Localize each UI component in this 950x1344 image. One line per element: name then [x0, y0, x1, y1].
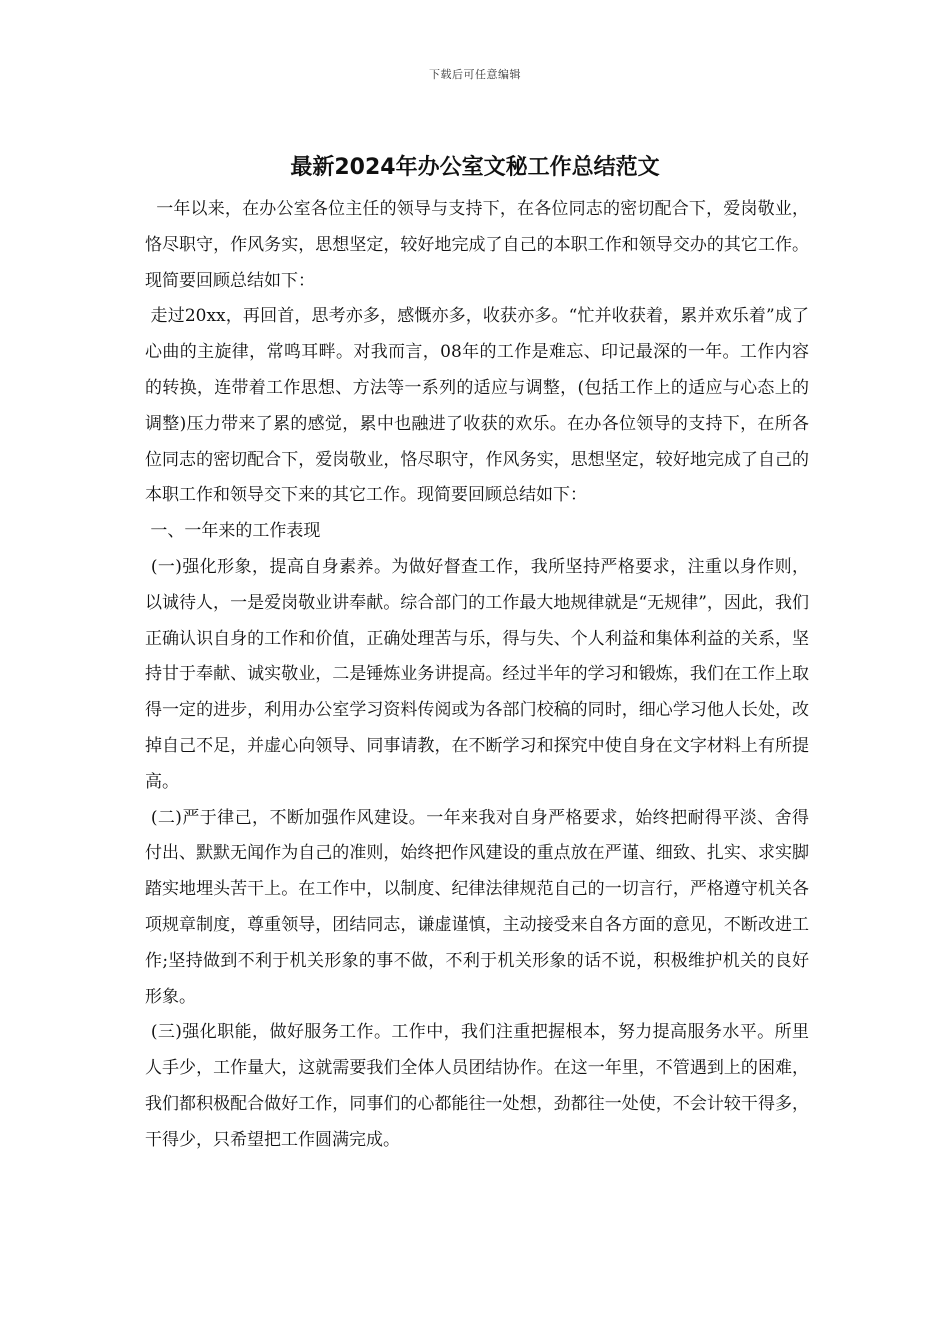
document-body [145, 192, 809, 1159]
document-title: 最新2024年办公室文秘工作总结范文 [290, 155, 660, 180]
paragraph-review: 走过20xx，再回首，思考亦多，感慨亦多，收获亦多。“忙并收获着，累并欢乐着”成了心曲的主旋律，常鸣耳畔。对我而言，08年的工作是难忘、印记最深的一年。工作内容的转换，连带着工作思想、方法等一系列的适应与调整，(包括工作上的适应与心态上的调整)压力带来了累的感觉，累中也融进了收获的欢乐。在办各位领导的支持下，在所各位同志的密切配合下，爱岗敬业，恪尽职守，作风务实，思想坚定，较好地完成了自己的本职工作和领导交下来的其它工作。现简要回顾总结如下： [145, 306, 809, 506]
paragraph-intro: 一年以来，在办公室各位主任的领导与支持下，在各位同志的密切配合下，爱岗敬业，恪尽职守，作风务实，思想坚定，较好地完成了自己的本职工作和领导交办的其它工作。现简要回顾总结如下： [145, 199, 810, 291]
paragraph-image-building: (一)强化形象，提高自身素养。为做好督查工作，我所坚持严格要求，注重以身作则，以诚待人，一是爱岗敬业讲奉献。综合部门的工作最大地规律就是“无规律”，因此，我们正确认识自身的工作和价值，正确处理苦与乐，得与失、个人利益和集体利益的关系，坚持甘于奉献、诚实敬业，二是锤炼业务讲提高。经过半年的学习和锻炼，我们在工作上取得一定的进步，利用办公室学习资料传阅或为各部门校稿的同时，细心学习他人长处，改掉自己不足，并虚心向领导、同事请教，在不断学习和探究中使自身在文字材料上有所提高。 [145, 556, 810, 792]
paragraph-service: (三)强化职能，做好服务工作。工作中，我们注重把握根本，努力提高服务水平。所里人手少，工作量大，这就需要我们全体人员团结协作。在这一年里，不管遇到上的困难，我们都积极配合做好工作，同事们的心都能往一处想，劲都往一处使，不会计较干得多，干得少，只希望把工作圆满完成。 [145, 1022, 810, 1150]
paragraph-self-discipline: (二)严于律己，不断加强作风建设。一年来我对自身严格要求，始终把耐得平淡、舍得付出、默默无闻作为自己的准则，始终把作风建设的重点放在严谨、细致、扎实、求实脚踏实地埋头苦干上。在工作中，以制度、纪律法律规范自己的一切言行，严格遵守机关各项规章制度，尊重领导，团结同志，谦虚谨慎，主动接受来自各方面的意见，不断改进工作;坚持做到不利于机关形象的事不做，不利于机关形象的话不说，积极维护机关的良好形象。 [145, 807, 810, 1007]
header-note: 下载后可任意编辑 [429, 68, 521, 81]
section-heading-performance: 一、一年来的工作表现 [145, 521, 321, 542]
